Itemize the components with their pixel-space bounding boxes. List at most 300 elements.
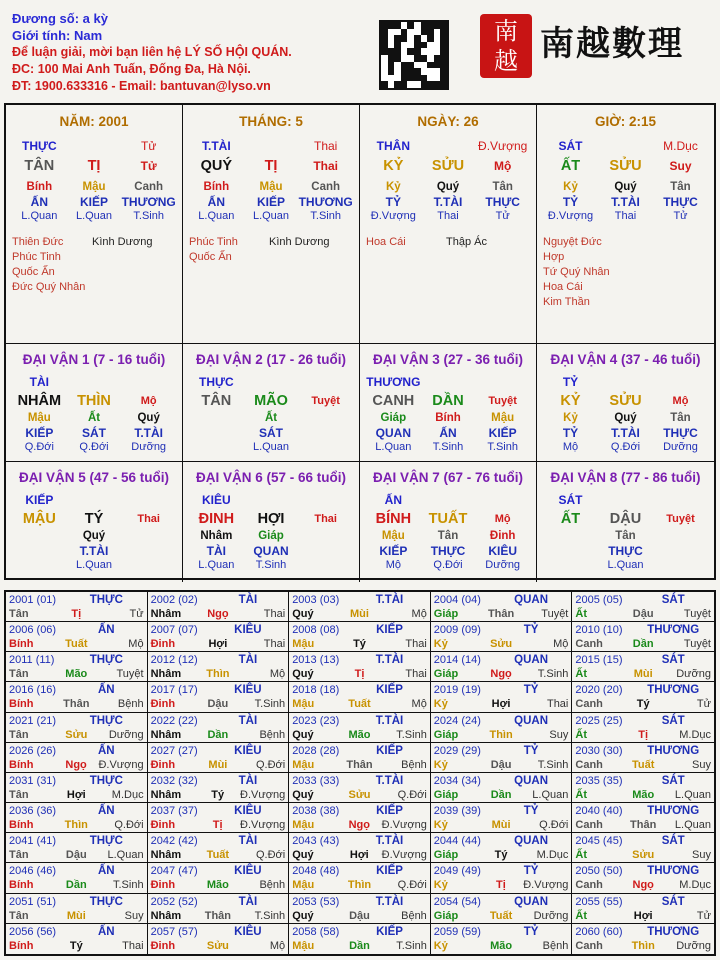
god-stem: THỰC (22, 139, 57, 153)
branch-stage: Thai (137, 513, 160, 525)
year-stem: Tân (9, 728, 29, 741)
year-stage: M.Dục (111, 788, 144, 801)
star: Hoa Cái (543, 281, 583, 293)
hidden-gods (12, 425, 176, 440)
year-god: THỰC (89, 774, 123, 787)
year-label: 2058 (58) (292, 925, 340, 938)
year-stage: Thai (405, 668, 427, 681)
year-cell[interactable] (6, 894, 148, 924)
year-cell[interactable] (6, 924, 148, 954)
hidden-stages (189, 440, 353, 454)
year-pillar (575, 697, 711, 711)
year-cell[interactable] (431, 622, 573, 652)
year-header (9, 804, 144, 818)
dai-van-main (189, 391, 353, 411)
year-cell[interactable] (572, 773, 714, 803)
year-pillar (9, 878, 144, 892)
hidden-stems (12, 180, 176, 194)
qr-module (381, 62, 388, 69)
year-cell[interactable] (6, 592, 148, 622)
year-cell[interactable] (572, 743, 714, 773)
qr-code-icon[interactable] (379, 20, 449, 90)
dai-van-5[interactable] (6, 462, 183, 582)
hidden-gods (366, 194, 530, 209)
year-cell[interactable] (6, 863, 148, 893)
dai-van-1[interactable] (6, 344, 183, 462)
year-god: SÁT (661, 835, 685, 848)
qr-module (407, 35, 414, 42)
dai-van-god (543, 374, 708, 390)
year-pillar (9, 667, 144, 681)
hidden-stage: Đ.Vượng (370, 210, 416, 222)
year-stem: Ất (575, 608, 587, 620)
branch-stage: Tuyệt (311, 395, 340, 407)
dai-van-7[interactable] (360, 462, 537, 582)
year-pillar (9, 818, 144, 832)
year-stage: Bệnh (259, 879, 286, 892)
year-god: THƯƠNG (647, 684, 700, 697)
year-label: 2023 (23) (292, 714, 340, 727)
god: TỶ (562, 375, 579, 389)
year-label: 2057 (57) (150, 925, 198, 938)
heavenly-stem: ẤT (560, 158, 581, 174)
qr-module (421, 42, 428, 49)
year-branch: Ngọ (490, 668, 512, 681)
year-stem: Kỷ (433, 758, 448, 771)
year-stem: Quý (292, 849, 314, 862)
year-god: THỰC (89, 835, 123, 848)
year-cell[interactable] (6, 713, 148, 743)
qr-module (440, 81, 447, 88)
year-branch: Dậu (207, 698, 229, 711)
year-god: KIẾP (376, 744, 403, 757)
hidden-god: SÁT (259, 425, 283, 440)
annual-table (4, 590, 716, 956)
pillar-gods (543, 138, 708, 154)
branch-stage: Mộ (140, 395, 157, 407)
year-stem: Nhâm (150, 608, 182, 620)
qr-module (427, 75, 434, 82)
year-pillar (151, 909, 286, 923)
qr-module (427, 55, 434, 62)
hidden-gods (12, 543, 176, 558)
dai-van-title: ĐẠI VẬN 7 (67 - 76 tuổi) (372, 470, 524, 485)
year-stage: Đ.Vượng (381, 819, 427, 832)
year-branch: Thìn (64, 819, 88, 832)
qr-module (394, 81, 401, 88)
year-stage: Tuyệt (683, 638, 711, 651)
qr-module (414, 81, 421, 88)
year-branch: Dần (490, 788, 512, 801)
dai-van-title: ĐẠI VẬN 3 (27 - 36 tuổi) (372, 352, 524, 367)
good-stars (543, 235, 623, 310)
star: Đức Quý Nhân (12, 281, 86, 293)
year-cell[interactable] (572, 652, 714, 682)
year-label: 2047 (47) (150, 865, 198, 878)
year-cell[interactable] (431, 652, 573, 682)
life-stage: Đ.Vượng (478, 139, 528, 153)
year-cell[interactable] (431, 894, 573, 924)
year-stem: Bính (9, 879, 34, 892)
pillar-main (543, 156, 708, 176)
year-cell[interactable] (431, 713, 573, 743)
year-branch: Thân (204, 909, 232, 922)
year-stem: Đinh (150, 819, 176, 832)
year-cell[interactable] (572, 803, 714, 833)
year-cell[interactable] (431, 592, 573, 622)
hidden-god: ẤN (439, 425, 457, 440)
year-branch: Ngọ (348, 819, 370, 832)
year-god: TÀI (238, 654, 258, 667)
year-god: TÀI (238, 774, 258, 787)
year-header (434, 593, 569, 607)
year-god: TỶ (523, 865, 539, 878)
year-cell[interactable] (572, 682, 714, 712)
hidden-stem: Canh (311, 181, 341, 193)
year-stem: Bính (9, 939, 34, 952)
dai-van-3[interactable] (360, 344, 537, 462)
year-pillar (434, 818, 569, 832)
qr-module (440, 68, 447, 75)
year-branch: Tị (71, 608, 82, 620)
year-god: TÀI (238, 835, 258, 848)
year-cell[interactable] (148, 682, 290, 712)
year-stage: Bệnh (401, 909, 427, 922)
hidden-stage: Mộ (385, 559, 401, 571)
qr-module (388, 62, 395, 69)
hidden-god: ẤN (207, 194, 225, 209)
hidden-stem: Kỷ (385, 181, 401, 193)
year-cell[interactable] (289, 924, 431, 954)
year-label: 2041 (41) (9, 835, 57, 848)
year-branch: Thìn (631, 939, 655, 952)
year-cell[interactable] (431, 833, 573, 863)
year-god: TÀI (238, 594, 258, 606)
year-god: QUAN (514, 835, 549, 848)
year-stem: Canh (575, 758, 603, 771)
year-cell[interactable] (289, 894, 431, 924)
dai-van-title: ĐẠI VẬN 8 (77 - 86 tuổi) (550, 470, 701, 485)
hidden-stages (12, 209, 176, 223)
year-branch: Tị (495, 879, 506, 892)
hidden-stem: Mậu (82, 181, 106, 193)
year-label: 2039 (39) (433, 805, 481, 818)
qr-module (427, 42, 434, 49)
year-god: T.TÀI (375, 654, 404, 667)
gender: Giới tính: Nam (12, 28, 103, 43)
year-header (434, 864, 569, 878)
year-cell[interactable] (148, 803, 290, 833)
year-pillar (292, 607, 427, 621)
hidden-gods (189, 543, 353, 558)
earthly-branch: DẦN (432, 393, 464, 409)
qr-module (440, 75, 447, 82)
qr-module (407, 42, 414, 49)
hidden-stem: Tân (670, 412, 691, 424)
year-branch: Tuất (65, 638, 88, 651)
year-god: THỰC (89, 895, 123, 908)
year-god: ẤN (97, 805, 115, 818)
year-cell[interactable] (289, 833, 431, 863)
year-cell[interactable] (6, 773, 148, 803)
year-header (575, 895, 711, 909)
hidden-god: TỶ (385, 194, 401, 209)
year-label: 2031 (31) (9, 774, 57, 787)
branch-stage: Mộ (494, 513, 511, 525)
year-cell[interactable] (431, 924, 573, 954)
year-branch: Mùi (491, 819, 511, 832)
year-cell[interactable] (572, 622, 714, 652)
year-god: SÁT (661, 594, 685, 606)
year-label: 2020 (20) (575, 684, 623, 697)
year-cell[interactable] (148, 743, 290, 773)
year-branch: Tị (638, 728, 649, 741)
year-cell[interactable] (6, 622, 148, 652)
star: Phúc Tinh (12, 251, 61, 263)
year-pillar (292, 788, 427, 802)
hidden-gods (543, 425, 708, 440)
hidden-stem: Quý (436, 181, 460, 193)
god: KIẾP (25, 493, 54, 507)
qr-module (388, 22, 395, 29)
year-header (575, 714, 711, 728)
year-god: THƯƠNG (647, 624, 700, 637)
year-cell[interactable] (431, 863, 573, 893)
heavenly-stem: TÂN (201, 393, 232, 409)
year-label: 2017 (17) (150, 684, 198, 697)
year-cell[interactable] (148, 713, 290, 743)
year-cell[interactable] (148, 833, 290, 863)
dai-van-main (543, 391, 708, 411)
hidden-god: THỰC (485, 194, 520, 209)
year-stage: M.Dục (679, 879, 711, 892)
year-pillar (434, 848, 569, 862)
year-cell[interactable] (289, 773, 431, 803)
year-branch: Tý (69, 939, 83, 952)
year-god: QUAN (514, 895, 549, 908)
year-pillar (434, 758, 569, 772)
year-pillar (434, 637, 569, 651)
hidden-stem: Giáp (258, 530, 284, 542)
year-branch: Tuất (631, 758, 655, 771)
year-stage: Bệnh (117, 698, 144, 711)
hidden-gods (543, 543, 708, 558)
qr-module (381, 48, 388, 55)
year-cell[interactable] (148, 924, 290, 954)
year-cell[interactable] (6, 682, 148, 712)
year-cell[interactable] (289, 803, 431, 833)
year-branch: Ngọ (65, 758, 87, 771)
year-header (575, 593, 711, 607)
qr-module (407, 62, 414, 69)
hidden-stage: L.Quan (198, 559, 235, 571)
year-header (151, 804, 286, 818)
year-label: 2010 (10) (575, 624, 623, 637)
year-label: 2013 (13) (292, 654, 340, 667)
year-cell[interactable] (572, 894, 714, 924)
year-branch: Hợi (66, 788, 86, 801)
year-god: TỶ (523, 744, 539, 757)
hidden-stage: T.Sinh (133, 210, 164, 222)
year-cell[interactable] (6, 652, 148, 682)
year-stage: T.Sinh (537, 758, 569, 771)
year-header (434, 774, 569, 788)
year-cell[interactable] (289, 682, 431, 712)
year-label: 2004 (04) (433, 594, 481, 606)
branch-stage: Tuyệt (666, 513, 695, 525)
qr-module (401, 42, 408, 49)
earthly-branch: DẬU (609, 511, 642, 527)
year-stem: Bính (9, 819, 34, 832)
seal-char-1: 南 (494, 17, 518, 45)
year-label: 2008 (08) (292, 624, 340, 637)
hidden-god: KIÊU (488, 543, 518, 558)
god: SÁT (558, 493, 583, 507)
hidden-stage: Thai (614, 210, 637, 222)
qr-module (427, 81, 434, 88)
year-cell[interactable] (431, 743, 573, 773)
year-branch: Ngọ (207, 608, 229, 620)
year-stage: Tuyệt (683, 608, 711, 620)
year-god: TỶ (523, 624, 539, 637)
dai-van-main (12, 509, 176, 529)
year-cell[interactable] (431, 682, 573, 712)
year-branch: Tý (636, 698, 650, 711)
year-cell[interactable] (289, 592, 431, 622)
life-stage: Tử (140, 139, 157, 153)
star: Phúc Tinh (189, 236, 238, 248)
year-cell[interactable] (572, 924, 714, 954)
qr-module (427, 68, 434, 75)
year-pillar (575, 848, 711, 862)
year-pillar (9, 607, 144, 621)
hidden-god: KIẾP (257, 194, 286, 209)
year-stem: Bính (9, 698, 34, 711)
year-label: 2055 (55) (575, 895, 623, 908)
header-info (12, 10, 352, 95)
year-header (151, 744, 286, 758)
dai-van-8[interactable] (537, 462, 714, 582)
hidden-stem: Quý (614, 412, 637, 424)
qr-module (414, 75, 421, 82)
year-branch: Hợi (349, 849, 369, 862)
qr-module (388, 68, 395, 75)
qr-module (388, 55, 395, 62)
qr-module (401, 35, 408, 42)
year-cell[interactable] (148, 592, 290, 622)
year-god: KIÊU (234, 684, 262, 697)
hidden-stem: Bính (26, 181, 53, 193)
year-stem: Canh (575, 939, 603, 952)
year-cell[interactable] (6, 833, 148, 863)
hidden-stage: L.Quan (75, 210, 113, 222)
year-pillar (151, 607, 286, 621)
hidden-stage: Dưỡng (131, 441, 167, 453)
year-cell[interactable] (148, 773, 290, 803)
heavenly-stem: KỶ (383, 158, 404, 174)
dai-van-2[interactable] (183, 344, 360, 462)
hidden-stems (543, 411, 708, 425)
hidden-stem: Mậu (381, 530, 405, 542)
branch-stage: Mộ (494, 159, 512, 173)
year-stage: M.Dục (679, 728, 711, 741)
hidden-stem: Ất (264, 412, 278, 424)
star: Kình Dương (269, 236, 330, 248)
year-header (292, 593, 427, 607)
hidden-god: KIẾP (80, 194, 109, 209)
hidden-stems (366, 180, 530, 194)
year-branch: Sửu (490, 638, 513, 651)
year-cell[interactable] (148, 652, 290, 682)
year-cell[interactable] (6, 743, 148, 773)
year-pillar (434, 788, 569, 802)
god: KIÊU (202, 493, 231, 507)
year-cell[interactable] (572, 713, 714, 743)
star: Nguyệt Đức Hợp (543, 236, 602, 263)
star: Thập Ác (446, 236, 487, 248)
year-cell[interactable] (6, 803, 148, 833)
year-header (575, 804, 711, 818)
year-cell[interactable] (431, 773, 573, 803)
year-pillar (292, 697, 427, 711)
hidden-stems (189, 180, 353, 194)
year-pillar (292, 728, 427, 742)
year-pillar (9, 697, 144, 711)
hidden-stem: Tân (670, 181, 691, 193)
year-label: 2046 (46) (9, 865, 57, 878)
year-label: 2028 (28) (292, 744, 340, 757)
hidden-stages (12, 558, 176, 572)
year-cell[interactable] (148, 622, 290, 652)
dai-van-6[interactable] (183, 462, 360, 582)
dai-van-4[interactable] (537, 344, 714, 462)
year-header (9, 683, 144, 697)
year-cell[interactable] (148, 894, 290, 924)
year-header (9, 774, 144, 788)
branch-stage: Tuyệt (488, 395, 517, 407)
year-stem: Mậu (292, 819, 315, 832)
year-cell[interactable] (148, 863, 290, 893)
year-cell[interactable] (572, 863, 714, 893)
year-header (575, 864, 711, 878)
year-pillar (575, 909, 711, 923)
pillar-gods (12, 138, 176, 154)
year-cell[interactable] (289, 622, 431, 652)
year-cell[interactable] (289, 652, 431, 682)
hidden-god: T.TÀI (611, 194, 640, 209)
earthly-branch: SỬU (609, 393, 642, 409)
year-cell[interactable] (572, 592, 714, 622)
year-label: 2038 (38) (292, 805, 340, 818)
year-cell[interactable] (289, 713, 431, 743)
year-cell[interactable] (289, 863, 431, 893)
year-label: 2014 (14) (433, 654, 481, 667)
year-label: 2024 (24) (433, 714, 481, 727)
life-stage: Thai (314, 139, 338, 153)
qr-module (407, 48, 414, 55)
qr-module (407, 81, 414, 88)
pillar-4 (537, 105, 714, 344)
earthly-branch: SỬU (431, 158, 465, 174)
year-header (9, 744, 144, 758)
pillar-title: GIỜ: 2:15 (594, 114, 657, 129)
year-cell[interactable] (431, 803, 573, 833)
year-cell[interactable] (289, 743, 431, 773)
qr-module (421, 68, 428, 75)
year-cell[interactable] (572, 833, 714, 863)
year-label: 2016 (16) (9, 684, 57, 697)
year-header (575, 925, 711, 939)
